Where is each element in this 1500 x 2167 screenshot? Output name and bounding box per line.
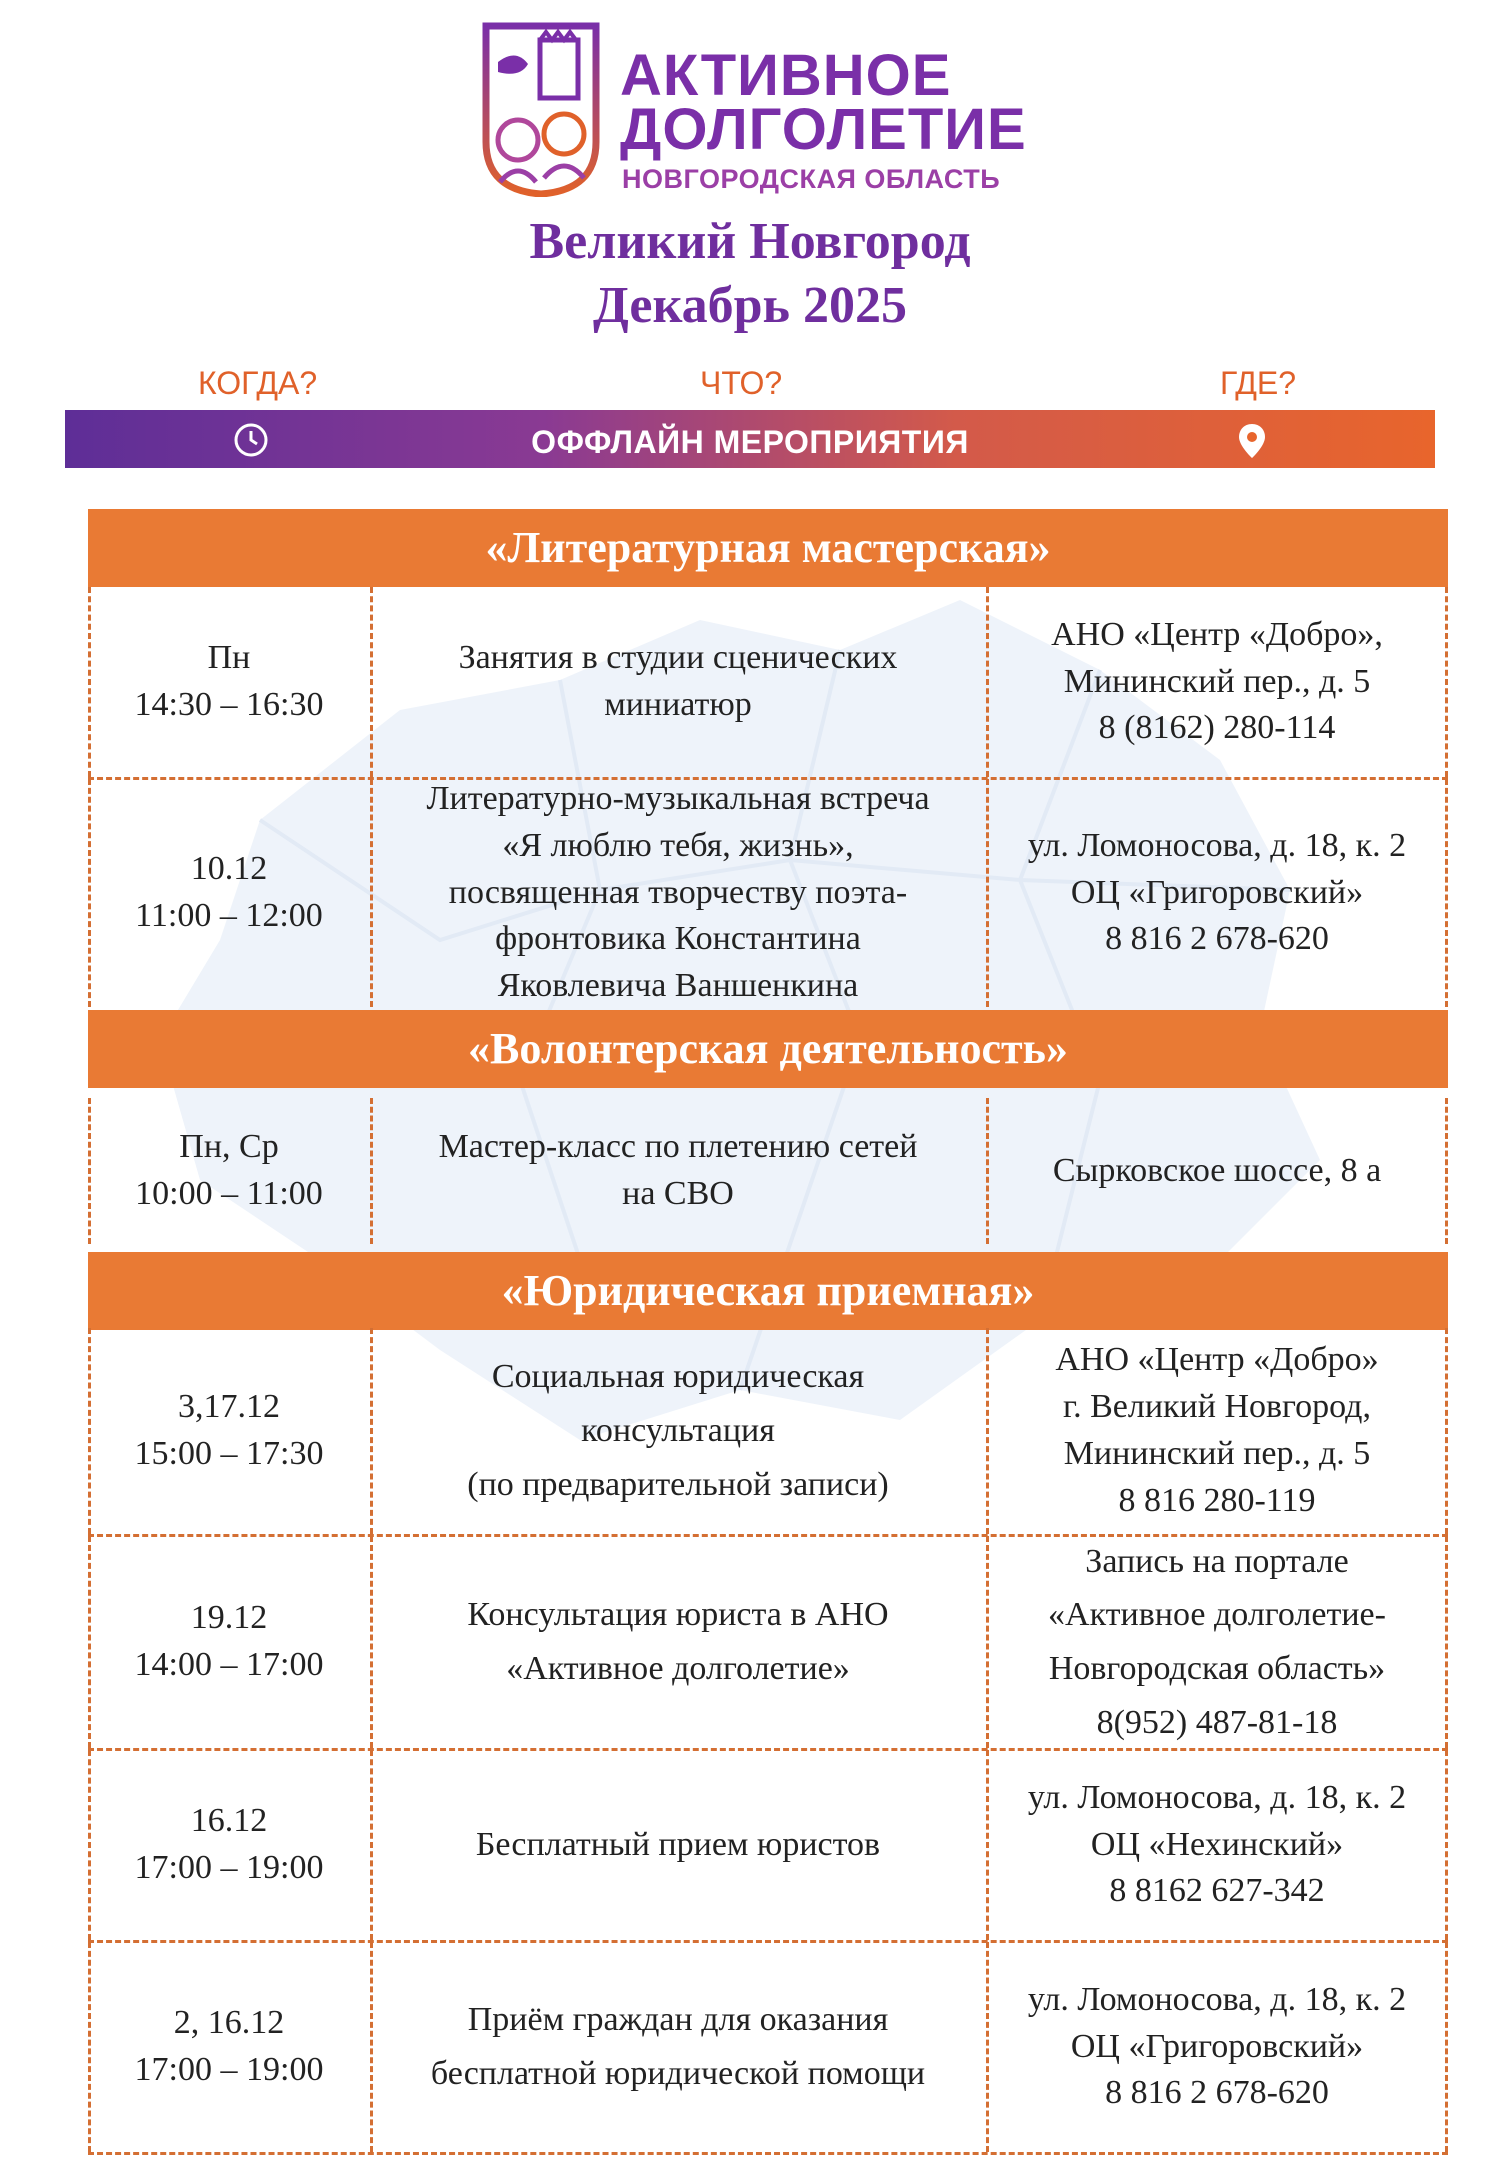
event-when: Пн, Ср 10:00 – 11:00 (135, 1128, 323, 1212)
when-label: КОГДА? (198, 365, 318, 401)
event-where: Запись на портале «Активное долголетие- Новгородская область» 8(952) 487-81-18 (1048, 1542, 1386, 1741)
table-row (88, 1942, 1448, 2152)
month-title: Декабрь 2025 (592, 277, 908, 334)
where-label: ГДЕ? (1220, 365, 1296, 401)
table-row (88, 587, 1448, 777)
event-what: Литературно-музыкальная встреча «Я люблю тебя, жизнь», посвященная творчеству поэта- фронтовика Константина Яковлевича Ваншенкина (426, 779, 930, 1005)
logo-subtitle: НОВГОРОДСКАЯ ОБЛАСТЬ (622, 164, 1001, 194)
section-title-legal: «Юридическая приемная» (88, 1252, 1448, 1330)
section-title-volunteer: «Волонтерская деятельность» (88, 1010, 1448, 1088)
logo-title-line2: ДОЛГОЛЕТИЕ (620, 97, 1027, 162)
what-label: ЧТО? (700, 365, 783, 401)
event-where: АНО «Центр «Добро» г. Великий Новгород, Мининский пер., д. 5 8 816 280-119 (1055, 1341, 1379, 1519)
logo-emblem-icon (478, 22, 603, 197)
event-when: 19.12 14:00 – 17:00 (134, 1599, 324, 1683)
event-where: АНО «Центр «Добро», Мининский пер., д. 5 8 (8162) 280-114 (1051, 615, 1383, 747)
table-row (88, 1536, 1448, 1748)
event-what: Бесплатный прием юристов (475, 1825, 881, 1863)
city-title: Великий Новгород (529, 213, 971, 270)
event-what: Мастер-класс по плетению сетей на СВО (438, 1128, 918, 1212)
event-what: Социальная юридическая консультация (по предварительной записи) (467, 1358, 889, 1503)
table-row (88, 1328, 1448, 1534)
event-when: 10.12 11:00 – 12:00 (135, 850, 323, 934)
event-where: Сырковское шоссе, 8 а (1052, 1151, 1382, 1189)
logo (478, 22, 1038, 202)
offline-events-banner (65, 410, 1435, 468)
table-row (88, 779, 1448, 1007)
event-where: ул. Ломоносова, д. 18, к. 2 ОЦ «Нехинский» 8 8162 627-342 (1027, 1778, 1407, 1910)
table-row (88, 1750, 1448, 1940)
event-when: 16.12 17:00 – 19:00 (134, 1802, 324, 1886)
logo-title-line1: АКТИВНОЕ (620, 43, 952, 108)
event-what: Консультация юриста в АНО «Активное долголетие» (467, 1596, 889, 1687)
event-when: 3,17.12 15:00 – 17:30 (134, 1388, 324, 1472)
event-what: Занятия в студии сценических миниатюр (458, 639, 898, 723)
location-pin-icon (1237, 422, 1267, 460)
event-when: 2, 16.12 17:00 – 19:00 (134, 2004, 324, 2088)
banner-title: ОФФЛАЙН МЕРОПРИЯТИЯ (531, 424, 969, 460)
event-where: ул. Ломоносова, д. 18, к. 2 ОЦ «Григоровский» 8 816 2 678-620 (1027, 1980, 1407, 2112)
event-when: Пн 14:30 – 16:30 (134, 639, 324, 723)
event-where: ул. Ломоносова, д. 18, к. 2 ОЦ «Григоровский» 8 816 2 678-620 (1027, 826, 1407, 958)
table-row (88, 1098, 1448, 1244)
event-what: Приём граждан для оказания бесплатной юридической помощи (430, 2001, 926, 2092)
section-title-literature: «Литературная мастерская» (88, 509, 1448, 587)
